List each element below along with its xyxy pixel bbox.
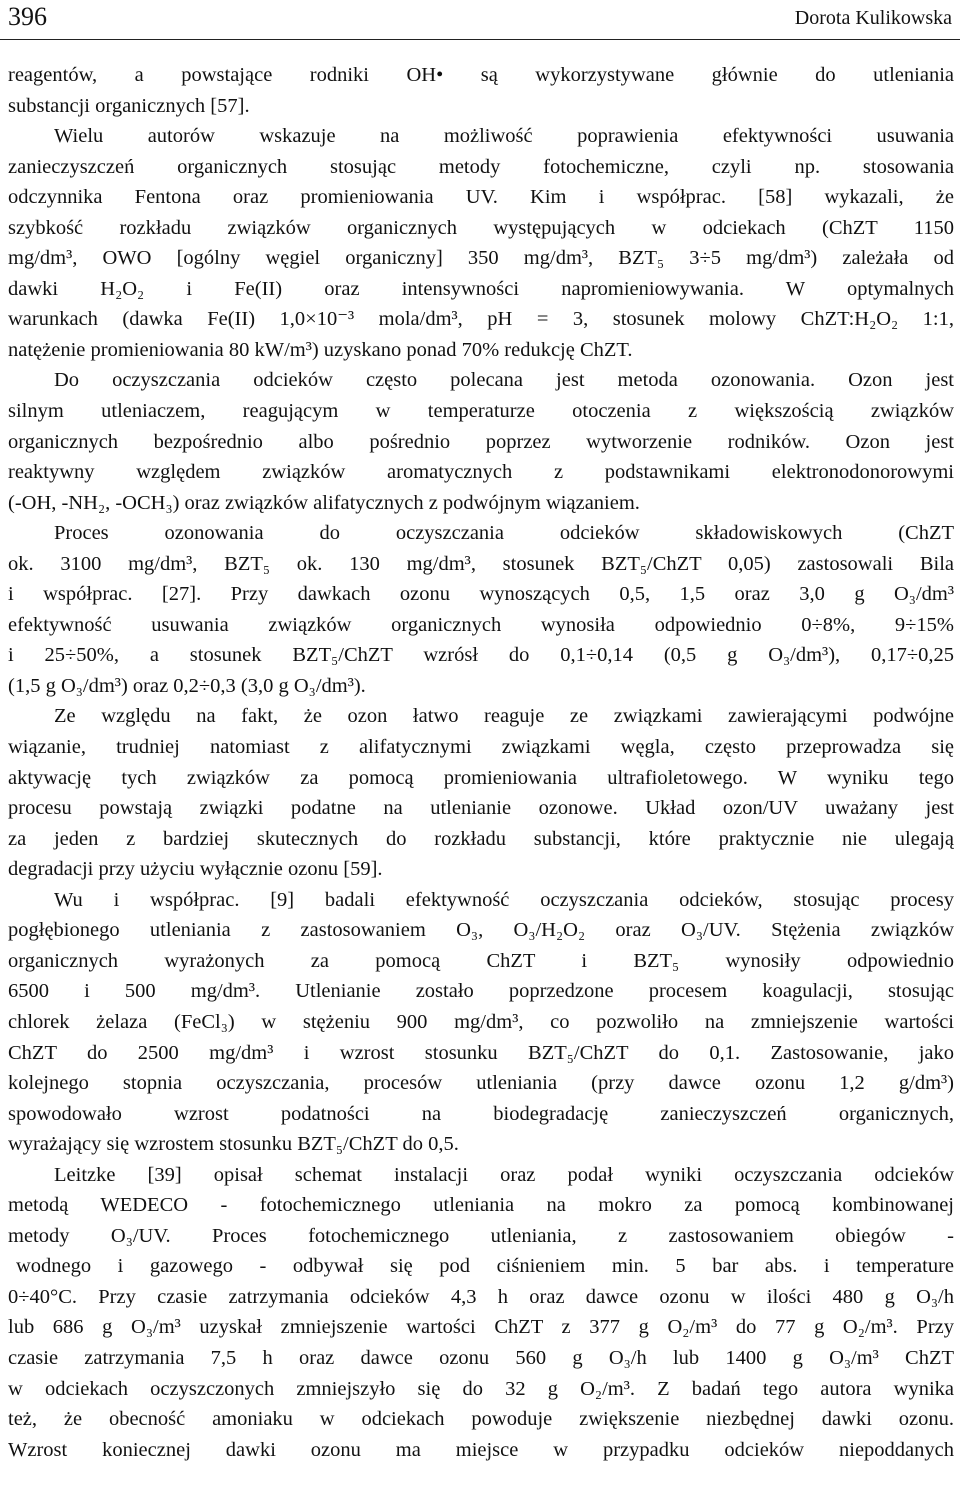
text-line: degradacji przy użyciu wyłącznie ozonu [59]. [8,858,383,881]
text-line: aktywację tych związków za pomocą promieniowania ultrafioletowego. W wyniku tego [8,766,954,789]
text-line: Wu i współprac. [9] badali efektywność oczyszczania odcieków, stosując procesy [54,888,954,911]
text-line: procesu powstają związki podatne na utlenianie ozonowe. Układ ozon/UV uważany jest [8,797,954,820]
text-line: silnym utleniaczem, reagującym w temperaturze otoczenia z większością związków [8,400,954,423]
text-line: 6500 i 500 mg/dm³. Utlenianie zostało poprzedzone procesem koagulacji, stosując [8,980,954,1003]
text-line: odczynnika Fentona oraz promieniowania UV. Kim i współprac. [58] wykazali, że [8,186,954,209]
text-line: mg/dm³, OWO [ogólny węgiel organiczny] 350 mg/dm³, BZT₅ 3÷5 mg/dm³) zależała od [8,247,954,270]
text-line: metody O₃/UV. Proces fotochemicznego utleniania, z zastosowaniem obiegów - [8,1224,954,1247]
text-line: Do oczyszczania odcieków często polecana jest metoda ozonowania. Ozon jest [54,369,954,392]
text-line: Proces ozonowania do oczyszczania odcieków składowiskowych (ChZT [54,522,954,545]
text-line: metodą WEDECO - fotochemicznego utleniania na mokro za pomocą kombinowanej [8,1194,954,1217]
text-line: ChZT do 2500 mg/dm³ i wzrost stosunku BZT₅/ChZT do 0,1. Zastosowanie, jako [8,1041,954,1064]
text-line: reagentów, a powstające rodniki OH• są wykorzystywane głównie do utleniania [8,64,954,86]
text-line: (1,5 g O₃/dm³) oraz 0,2÷0,3 (3,0 g O₃/dm³). [8,674,366,697]
text-line: kolejnego stopnia oczyszczania, procesów utleniania (przy dawce ozonu 1,2 g/dm³) [8,1072,954,1095]
text-line: wyrażający się wzrostem stosunku BZT₅/ChZT do 0,5. [8,1133,459,1156]
text-line: pogłębionego utleniania z zastosowaniem O₃, O₃/H₂O₂ oraz O₃/UV. Stężenia związków [8,919,954,942]
text-line: efektywność usuwania związków organicznych wynosiła odpowiednio 0÷8%, 9÷15% [8,613,954,636]
text-line: i współprac. [27]. Przy dawkach ozonu wynoszących 0,5, 1,5 oraz 3,0 g O₃/dm³ [8,583,954,606]
text-line: wiązanie, trudniej natomiast z alifatycznymi związkami węgla, często przeprowadza się [8,736,954,759]
text-line: też, że obecność amoniaku w odciekach powoduje zwiększenie niezbędnej dawki ozonu. [8,1408,954,1431]
text-line: Wzrost koniecznej dawki ozonu ma miejsce w przypadku odcieków niepoddanych [8,1438,954,1461]
text-line: organicznych bezpośrednio albo pośrednio poprzez wytworzenie rodników. Ozon jest [8,430,954,453]
text-line: Wielu autorów wskazuje na możliwość poprawienia efektywności usuwania [54,125,954,148]
text-line: natężenie promieniowania 80 kW/m³) uzyskano ponad 70% redukcję ChZT. [8,338,633,361]
body-text [8,60,954,1465]
text-line: substancji organicznych [57]. [8,94,250,117]
page-number: 396 [8,2,47,31]
text-line: ok. 3100 mg/dm³, BZT₅ ok. 130 mg/dm³, stosunek BZT₅/ChZT 0,05) zastosowali Bila [8,552,954,575]
text-line: lub 686 g O₃/m³ uzyskał zmniejszenie wartości ChZT z 377 g O₂/m³ do 77 g O₂/m³. Przy [8,1316,954,1339]
text-line: Ze względu na fakt, że ozon łatwo reaguje ze związkami zawierającymi podwójne [54,705,954,728]
text-line: szybkość rozkładu związków organicznych występujących w odciekach (ChZT 1150 [8,216,954,239]
text-line: chlorek żelaza (FeCl₃) w stężeniu 900 mg/dm³, co pozwoliło na zmniejszenie wartości [8,1010,954,1033]
text-line: w odciekach oczyszczonych zmniejszyło się do 32 g O₂/m³. Z badań tego autora wynika [8,1377,954,1400]
text-line: Leitzke [39] opisał schemat instalacji oraz podał wyniki oczyszczania odcieków [54,1163,954,1186]
text-line: warunkach (dawka Fe(II) 1,0×10⁻³ mola/dm³, pH = 3, stosunek molowy ChZT:H₂O₂ 1:1, [8,308,954,331]
text-line: dawki H₂O₂ i Fe(II) oraz intensywności napromieniowywania. W optymalnych [8,277,954,300]
text-line: reaktywny względem związków aromatycznych z podstawnikami elektronodonorowymi [8,461,954,484]
text-line: za jeden z bardziej skutecznych do rozkładu substancji, które praktycznie nie ulegają [8,827,954,850]
text-line: spowodowało wzrost podatności na biodegradację zanieczyszczeń organicznych, [8,1102,954,1125]
page-header [0,0,960,40]
text-line: czasie zatrzymania 7,5 h oraz dawce ozonu 560 g O₃/h lub 1400 g O₃/m³ ChZT [8,1346,954,1369]
text-line: (-OH, -NH₂, -OCH₃) oraz związków alifatycznych z podwójnym wiązaniem. [8,491,640,514]
running-head-author: Dorota Kulikowska [794,7,952,29]
text-line: zanieczyszczeń organicznych stosując metody fotochemiczne, czyli np. stosowania [8,155,954,178]
text-line: organicznych wyrażonych za pomocą ChZT i BZT₅ wynosiły odpowiednio [8,949,954,972]
text-line: 0÷40°C. Przy czasie zatrzymania odcieków 4,3 h oraz dawce ozonu w ilości 480 g O₃/h [8,1285,954,1308]
text-line: wodnego i gazowego - odbywał się pod ciśnieniem min. 5 bar abs. i temperature [16,1255,954,1278]
text-line: i 25÷50%, a stosunek BZT₅/ChZT wzrósł do 0,1÷0,14 (0,5 g O₃/dm³), 0,17÷0,25 [8,644,954,667]
